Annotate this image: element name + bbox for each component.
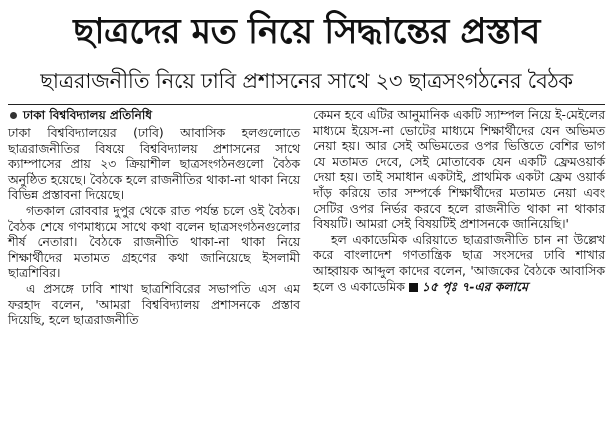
paragraph: গতকাল রোববার দুপুর থেকে রাত পর্যন্ত চলে ওই বৈঠক। বৈঠক শেষে গণমাধ্যমে সাথে কথা বলেন ছাত্রসংগঠনগুলোর শীর্ষ নেতারা। বৈঠকে রাজনীতি থাকা-না থাকা নিয়ে শিক্ষার্থীদের মতামত গ্রহণের কথা জানিয়েছে ইসলামী ছাত্রশিবির।: [8, 203, 300, 281]
continuation-text: ১৫ পৃঃ ৭-এর কলামে: [421, 279, 528, 294]
headline: ছাত্রদের মত নিয়ে সিদ্ধান্তের প্রস্তাব: [73, 12, 540, 52]
bullet-icon: [10, 112, 17, 119]
continuation-note: [409, 280, 528, 294]
paragraph: এ প্রসঙ্গে ঢাবি শাখা ছাত্রশিবিরের সভাপতি এস এম ফরহাদ বলেন, 'আমরা বিশ্ববিদ্যালয় প্রশাসনকে প্রস্তাব দিয়েছি, হলে ছাত্ররাজনীতি: [8, 281, 300, 328]
byline: [8, 108, 300, 123]
paragraph: ঢাকা বিশ্ববিদ্যালয়ের (ঢাবি) আবাসিক হলগুলোতে ছাত্ররাজনীতির বিষয়ে বিশ্ববিদ্যালয় প্রশাসনের সাথে ক্যাম্পাসের প্রায় ২৩ ক্রিয়াশীল ছাত্রসংগঠনগুলো বৈঠক অনুষ্ঠিত হয়েছে। বৈঠকে হলে রাজনীতির থাকা-না থাকা নিয়ে বিভিন্ন প্রস্তাবনা দিয়েছে।: [8, 126, 300, 203]
paragraph-text: হল একাডেমিক এরিয়াতে ছাত্ররাজনীতি চান না উল্লেখ করে বাংলাদেশ গণতান্ত্রিক ছাত্র সংসদের ঢাবি শাখার আহ্বায়ক আব্দুল কাদের বলেন, 'আজকের বৈঠকে আবাসিক হলে ও একাডেমিক: [313, 232, 605, 294]
subheadline: ছাত্ররাজনীতি নিয়ে ঢাবি প্রশাসনের সাথে ২৩ ছাত্রসংগঠনের বৈঠক: [40, 69, 573, 93]
byline-text: ঢাকা বিশ্ববিদ্যালয় প্রতিনিধি: [23, 108, 152, 122]
right-column: [313, 108, 605, 329]
square-marker-icon: [409, 283, 418, 292]
article-body: [8, 108, 605, 329]
paragraph: কেমন হবে এটির আনুমানিক একটি স্যাম্পল নিয়ে ই-মেইলের মাধ্যমে ইয়েস-না ভোটের মাধ্যমে শিক্ষার্থীদের যেন অভিমত নেয়া হয়। আর সেই অভিমতের ওপর ভিত্তিতে বেশির ভাগ যে মতামত দেবে, সেই মোতাবেক যেন একটি ফ্রেমওয়ার্ক দেয়া হয়। তাই সমাধান একটাই, প্রাথমিক একটা ফ্রেম ওয়ার্ক দাঁড় করিয়ে তার সম্পর্কে শিক্ষার্থীদের মতামত নেয়া এবং সেটির ওপর নির্ভর করবে হলে রাজনীতি থাকা না থাকার বিষয়টি। আমরা সেই বিষয়টিই প্রশাসনকে জানিয়েছি।': [313, 108, 605, 232]
divider: [8, 104, 605, 105]
left-column: [8, 108, 300, 329]
paragraph: [313, 233, 605, 295]
